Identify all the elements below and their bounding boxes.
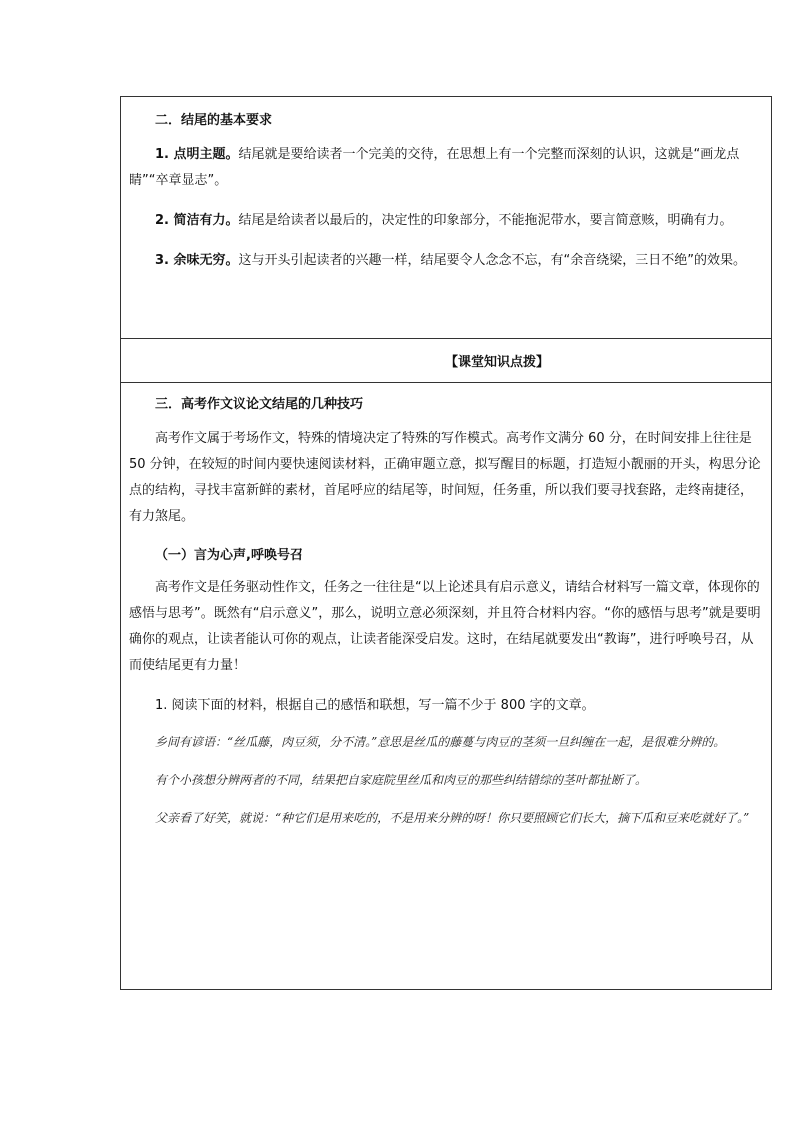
- sub-heading: （一）言为心声,呼唤号召: [155, 548, 303, 563]
- banner-row: [121, 339, 771, 383]
- section-heading: 二．结尾的基本要求: [155, 113, 273, 128]
- class-knowledge-banner: 【课堂知识点拨】: [444, 355, 549, 370]
- requirement-text: 这与开头引起读者的兴趣一样，结尾要令人念念不忘，有“余音绕梁，三日不绝”的效果。: [238, 253, 746, 268]
- material-paragraph: 父亲看了好笑，就说：“种它们是用来吃的，不是用来分辨的呀！你只要照顾它们长大，摘下瓜和豆来吃就好了。”: [155, 811, 750, 825]
- requirement-text: 结尾是给读者以最后的，决定性的印象部分，不能拖泥带水，要言简意赅，明确有力。: [238, 213, 733, 228]
- material-paragraph: 有个小孩想分辨两者的不同，结果把自家庭院里丝瓜和肉豆的那些纠结错综的茎叶都扯断了。: [155, 773, 648, 787]
- requirement-lead: 2. 简洁有力。: [155, 213, 239, 228]
- requirement-item-1: [129, 142, 763, 194]
- material-paragraph: 乡间有谚语：“丝瓜藤，肉豆须，分不清。”意思是丝瓜的藤蔓与肉豆的茎须一旦纠缠在一起，是很难分辨的。: [155, 735, 726, 749]
- requirement-lead: 3. 余味无穷。: [155, 253, 239, 268]
- document-table: [120, 96, 772, 990]
- section-requirements: [121, 97, 771, 339]
- requirement-item-2: [129, 208, 763, 234]
- requirement-lead: 1. 点明主题。: [155, 147, 239, 162]
- requirement-text: 结尾就是要给读者一个完美的交待，在思想上有一个完整而深刻的认识，这就是“画龙点睛”“卒章显志”。: [129, 147, 740, 188]
- requirement-item-3: [129, 248, 763, 274]
- intro-paragraph: 高考作文属于考场作文，特殊的情境决定了特殊的写作模式。高考作文满分 60 分，在时间安排上往往是 50 分钟，在较短的时间内要快速阅读材料，正确审题立意，拟写醒目的标题，打造短小靓丽的开头，构思分论点的结构，寻找丰富新鲜的素材，首尾呼应的结尾等，时间短，任务重，所以我们要寻找套路，走终南捷径，有力煞尾。: [129, 431, 761, 524]
- section-heading: 三．高考作文议论文结尾的几种技巧: [155, 397, 364, 412]
- sub-paragraph: 高考作文是任务驱动性作文，任务之一往往是“以上论述具有启示意义，请结合材料写一篇文章，体现你的感悟与思考”。既然有“启示意义”，那么，说明立意必须深刻，并且符合材料内容。“你的感悟与思考”就是要明确你的观点，让读者能认可你的观点，让读者能深受启发。这时，在结尾就要发出“教诲”，进行呼唤号召，从而使结尾更有力量！: [129, 580, 761, 673]
- section-techniques: [121, 383, 771, 989]
- task-prompt: 1. 阅读下面的材料，根据自己的感悟和联想，写一篇不少于 800 字的文章。: [155, 698, 595, 713]
